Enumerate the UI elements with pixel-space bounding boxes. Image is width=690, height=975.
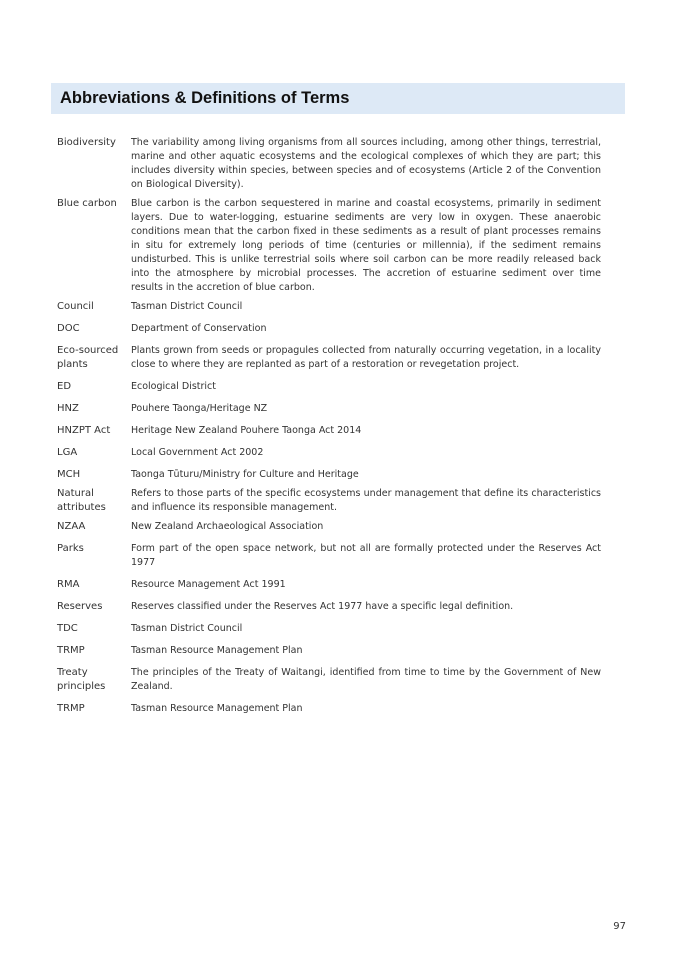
term-label: Blue carbon <box>57 198 117 209</box>
term-label: ED <box>57 381 72 392</box>
term-definition: The principles of the Treaty of Waitangi, identified from time to time by the Government of New Zealand. <box>131 667 601 692</box>
definition-row-trmp-2 <box>57 702 601 716</box>
term-definition: Tasman Resource Management Plan <box>131 703 303 714</box>
definition-row-tdc <box>57 622 601 636</box>
term-label: HNZ <box>57 403 79 414</box>
term-label: NZAA <box>57 521 86 532</box>
definition-row-parks <box>57 542 601 570</box>
term-label: Reserves <box>57 601 103 612</box>
definition-row-nzaa <box>57 520 601 534</box>
page-title: Abbreviations & Definitions of Terms <box>60 89 350 107</box>
definition-row-rma <box>57 578 601 592</box>
term-label: Natural attributes <box>57 488 106 513</box>
definition-row-council <box>57 300 601 314</box>
term-label: Biodiversity <box>57 137 116 148</box>
term-definition: Local Government Act 2002 <box>131 447 264 458</box>
definition-row-blue-carbon <box>57 197 601 295</box>
term-label: LGA <box>57 447 78 458</box>
definition-row-biodiversity <box>57 136 601 192</box>
definition-row-ed <box>57 380 601 394</box>
term-label: TRMP <box>57 645 85 656</box>
definition-row-mch <box>57 468 601 482</box>
term-label: TRMP <box>57 703 85 714</box>
term-definition: Department of Conservation <box>131 323 267 334</box>
term-definition: Plants grown from seeds or propagules collected from naturally occurring vegetation, in a locality close to where they are replanted as part of a restoration or revegetation project. <box>131 345 601 370</box>
definition-row-eco-sourced-plants <box>57 344 601 372</box>
term-definition: Heritage New Zealand Pouhere Taonga Act 2014 <box>131 425 362 436</box>
term-definition: Tasman District Council <box>131 623 243 634</box>
term-label: HNZPT Act <box>57 425 111 436</box>
definitions-list <box>57 136 601 721</box>
term-definition: Pouhere Taonga/Heritage NZ <box>131 403 268 414</box>
definition-row-hnz <box>57 402 601 416</box>
term-definition: Reserves classified under the Reserves Act 1977 have a specific legal definition. <box>131 601 514 612</box>
term-label: Eco-sourced plants <box>57 345 119 370</box>
definition-row-natural-attributes <box>57 487 601 515</box>
definition-row-treaty-principles <box>57 666 601 694</box>
term-label: Council <box>57 301 94 312</box>
definition-row-trmp <box>57 644 601 658</box>
term-definition: Taonga Tūturu/Ministry for Culture and Heritage <box>131 469 359 480</box>
term-label: TDC <box>57 623 78 634</box>
term-definition: New Zealand Archaeological Association <box>131 521 324 532</box>
term-label: RMA <box>57 579 80 590</box>
definition-row-hnzpt-act <box>57 424 601 438</box>
term-label: MCH <box>57 469 81 480</box>
term-definition: Ecological District <box>131 381 216 392</box>
term-definition: The variability among living organisms from all sources including, among other things, terrestrial, marine and other aquatic ecosystems and the ecological complexes of which they are part; this includes diversity within species, between species and of ecosystems (Article 2 of the Convention on Biological Diversity). <box>131 137 601 190</box>
term-definition: Tasman District Council <box>131 301 243 312</box>
section-heading-bar <box>51 83 625 114</box>
term-label: DOC <box>57 323 80 334</box>
definition-row-doc <box>57 322 601 336</box>
term-definition: Refers to those parts of the specific ecosystems under management that define its characteristics and influence its responsible management. <box>131 488 601 513</box>
definition-row-lga <box>57 446 601 460</box>
term-definition: Form part of the open space network, but not all are formally protected under the Reserves Act 1977 <box>131 543 601 568</box>
term-definition: Resource Management Act 1991 <box>131 579 286 590</box>
term-label: Treaty principles <box>57 667 106 692</box>
term-label: Parks <box>57 543 84 554</box>
term-definition: Tasman Resource Management Plan <box>131 645 303 656</box>
definition-row-reserves <box>57 600 601 614</box>
term-definition: Blue carbon is the carbon sequestered in marine and coastal ecosystems, primarily in sediment layers. Due to water-logging, estuarine sediments are very low in oxygen. These anaerobic conditions mean that the carbon fixed in these sediments as a result of plant processes remains in situ for extremely long periods of time (centuries or millennia), if the sediment remains undisturbed. This is unlike terrestrial soils where soil carbon can be more readily released back into the atmosphere by microbial processes. The accretion of estuarine sediment over time results in the accretion of blue carbon. <box>131 198 601 293</box>
page-number: 97 <box>613 921 626 932</box>
